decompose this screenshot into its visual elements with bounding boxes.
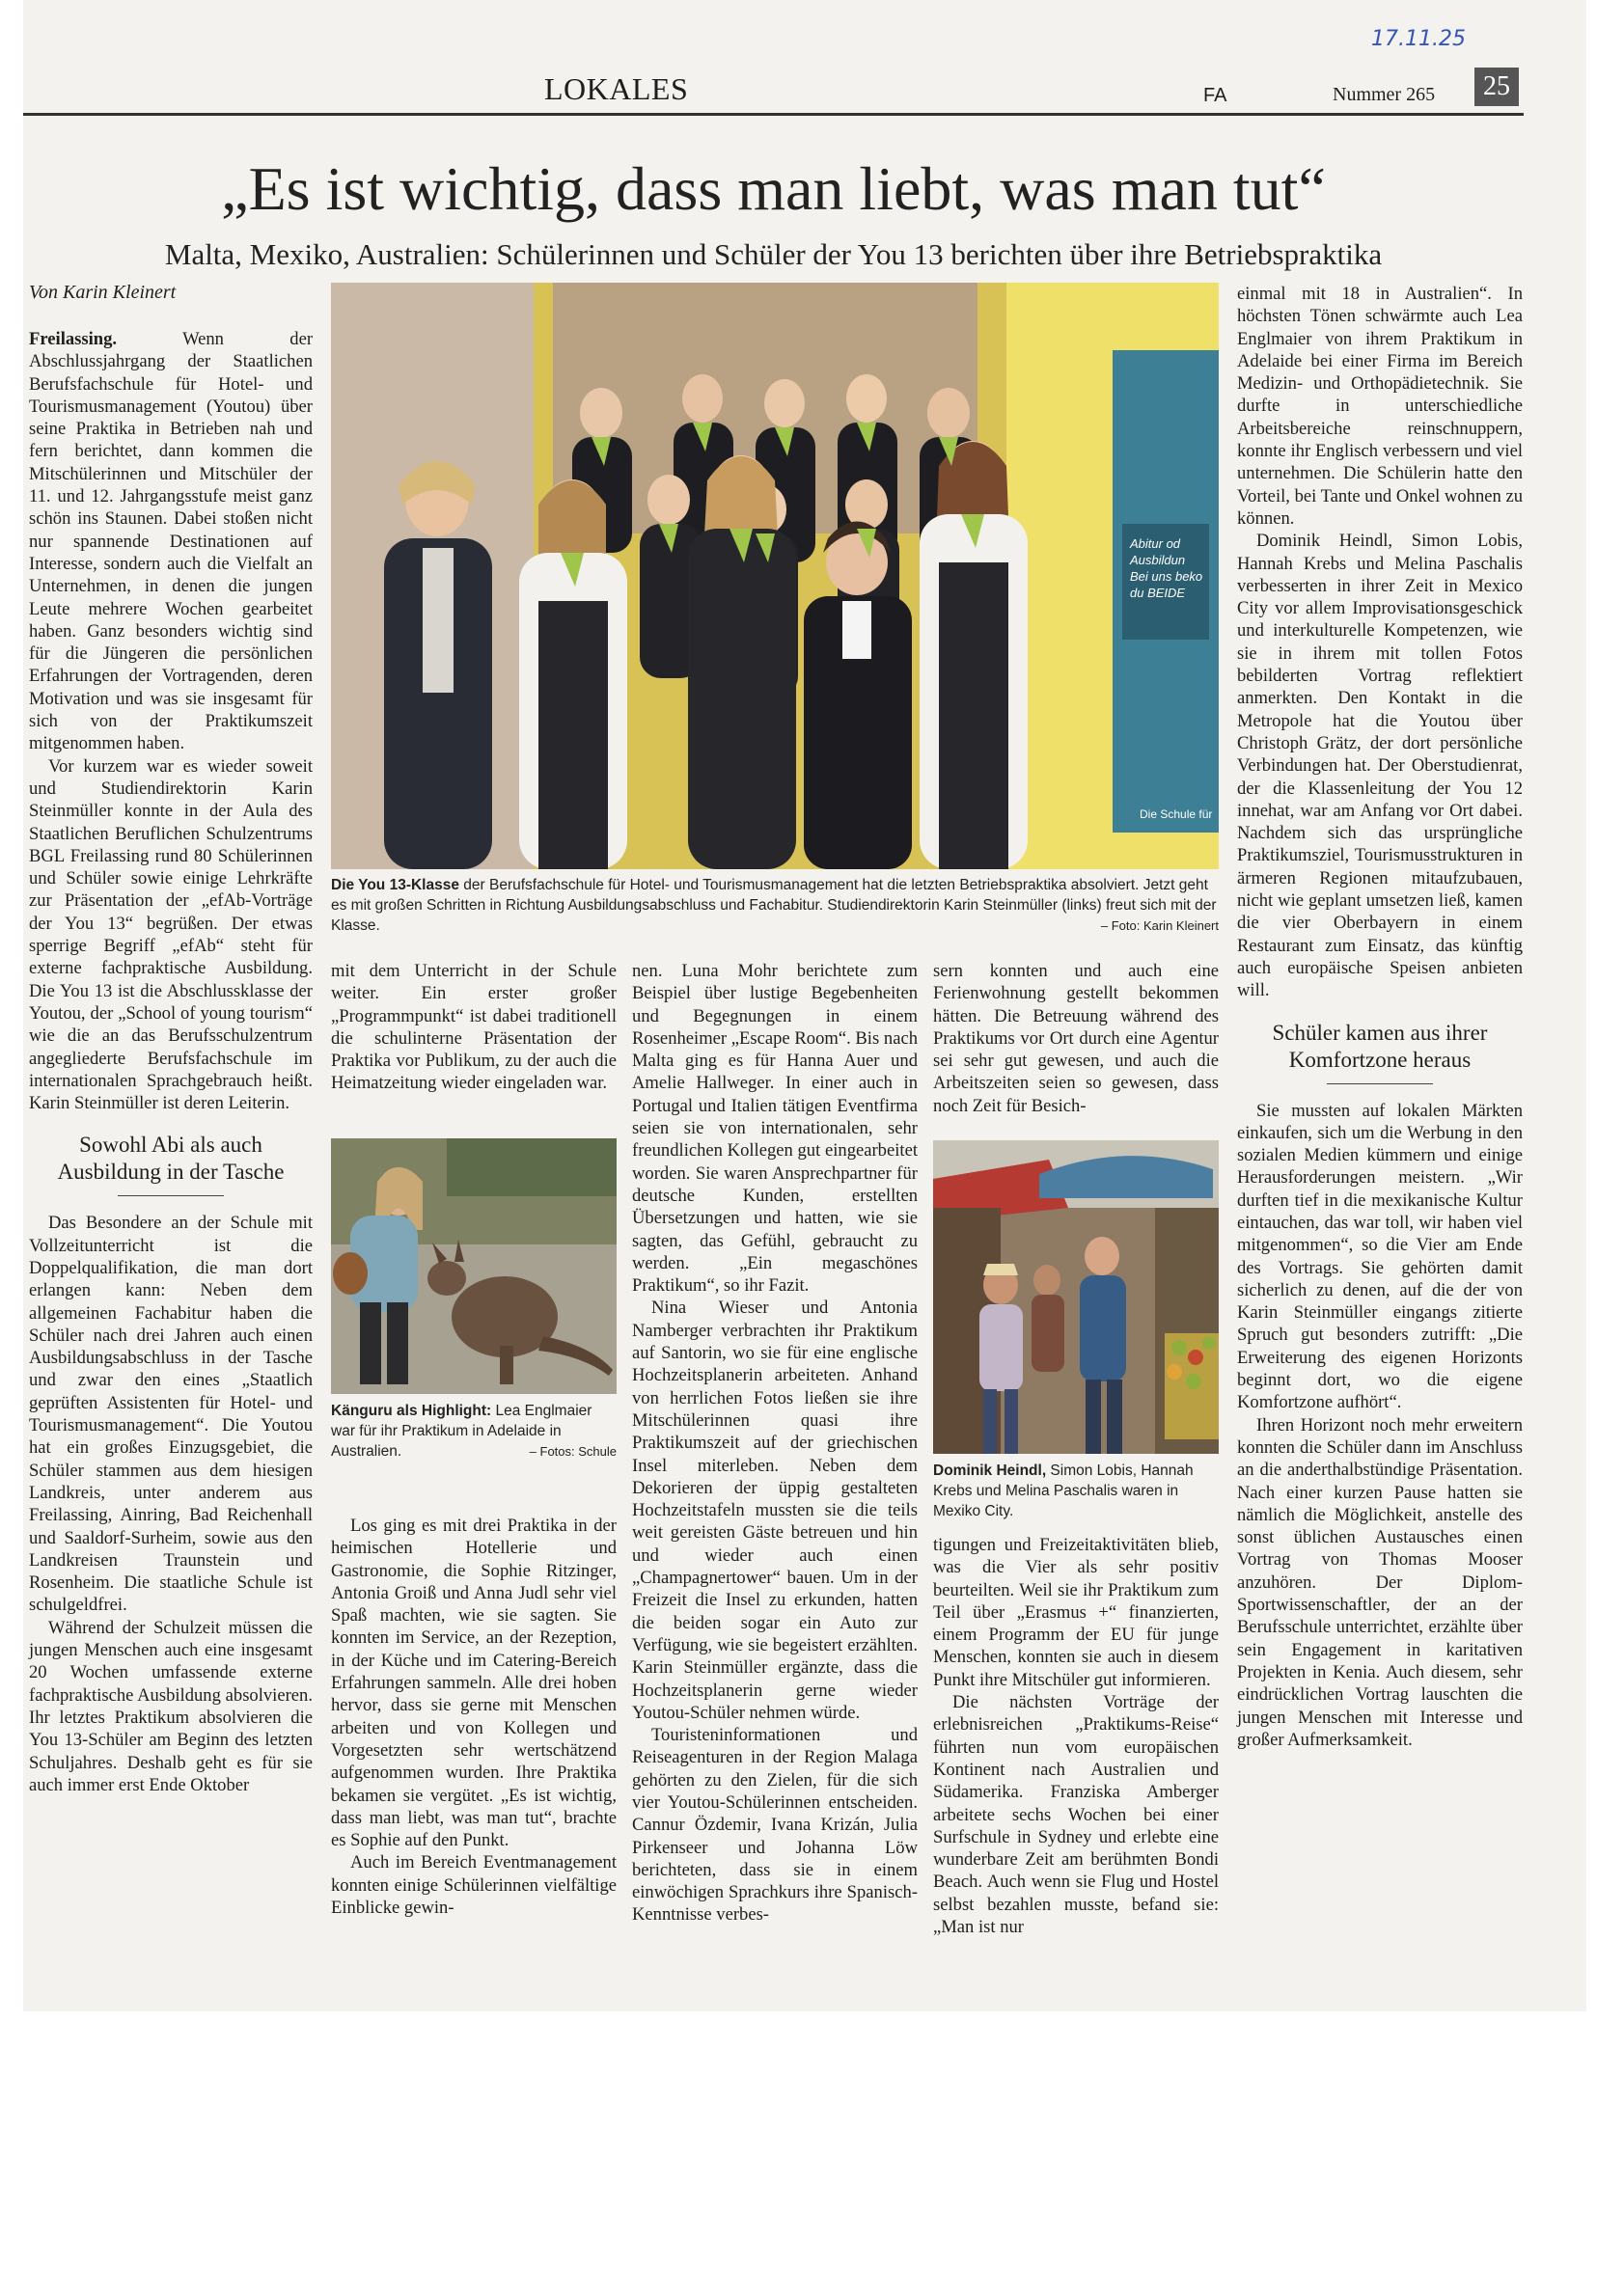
photo-credit: – Fotos: Schule (529, 1444, 617, 1459)
subheading-text: Schüler kamen aus ihrer Komfortzone heraus (1272, 1020, 1488, 1072)
subheading (29, 1132, 313, 1196)
paragraph: Vor kurzem war es wieder soweit und Studiendirektorin Karin Steinmüller konnte in der Aula des Staatlichen Beruflichen Schulzentrums BGL Freilassing rund 80 Schülerinnen und Schüler sowie einige Lehrkräfte zur Präsentation der „efAb-Vorträge der You 13“ begrüßen. Der etwas sperrige Begriff „efAb“ steht für externe fachpraktische Ausbildung. Die You 13 ist die Abschlussklasse der Youtou, der „School of young tourism“ wie die an das Berufsschulzentrum angegliederte Berufsfachschule im internationalen Sprachgebrauch heißt. Karin Steinmüller ist deren Leiterin. (29, 755, 313, 1114)
caption-text: Lea Englmaier war für ihr Praktikum in Adelaide in Australien. (331, 1403, 592, 1460)
dateline: Freilassing. (29, 329, 118, 349)
paragraph: nen. Luna Mohr berichtete zum Beispiel über lustige Begebenheiten und Begegnungen in einem Rosenheimer „Escape Room“. Bis nach Malta ging es für Hanna Auer und Amelie Hallweger. In einer auch in Portugal und Italien tätigen Eventfirma seien sie von internationalen, sehr freundlichen Kollegen gut eingearbeitet worden. Sie waren Ansprechpartner für deutsche Kunden, erstellten Übersetzungen und hatten, wie sie sagten, das Gefühl, gebraucht zu werden. „Ein megaschönes Praktikum“, so ihr Fazit. (632, 961, 918, 1297)
paragraph: Nina Wieser und Antonia Namberger verbrachten ihr Praktikum auf Santorin, wo sie für eine englische Hochzeitsplanerin arbeiteten. Anhand von herrlichen Fotos ließen sie ihre Mitschülerinnen quasi ihre Praktikumszeit auf der griechischen Insel miterleben. Neben dem Dekorieren der üppig gestalteten Hochzeitstafeln mussten sie die teils weit gereisten Gäste betreuen und hin und wieder auch einen „Champagnertower“ bauen. Um in der Freizeit die Insel zu erkunden, hatten die beiden sogar ein Auto zur Verfügung, wie sie begeistert erzählten. Karin Steinmüller ergänzte, dass die Hochzeitsplanerin gerne wieder Youtou-Schüler nehmen würde. (632, 1298, 918, 1723)
divider (118, 1195, 224, 1196)
kangaroo-photo (331, 1138, 617, 1394)
paragraph (29, 328, 313, 755)
column-4 (933, 960, 1219, 1117)
caption-lead: Die You 13-Klasse (331, 877, 459, 893)
class-group-photo (331, 283, 1219, 869)
kangaroo-photo-caption (331, 1401, 617, 1462)
column-4-continued (933, 1534, 1219, 1938)
market-illustration (933, 1140, 1219, 1454)
column-2-continued (331, 1515, 617, 1919)
main-photo-caption (331, 875, 1219, 936)
caption-text: Simon Lobis, Hannah Krebs und Melina Paschalis waren in Mexiko City. (933, 1462, 1194, 1519)
headline: „Es ist wichtig, dass man liebt, was man tut“ (221, 154, 1326, 223)
paragraph: mit dem Unterricht in der Schule weiter. Ein erster großer „Programmpunkt“ ist dabei traditionell die schulinterne Präsentation der Praktika vor Publikum, zu der auch die Heimatzeitung wieder eingeladen war. (331, 961, 617, 1094)
mexico-market-photo (933, 1140, 1219, 1454)
paragraph: Die nächsten Vorträge der erlebnisreichen „Praktikums-Reise“ führten nun vom europäischen Kontinent nach Australien und Südamerika. Franziska Amberger arbeitete sechs Wochen bei einer Surfschule in Sydney und erlebte eine wunderbare Zeit am berühmten Bondi Beach. Auch wenn sie Flug und Hostel selbst bezahlen musste, befand sie: „Man ist nur (933, 1692, 1219, 1938)
paragraph: einmal mit 18 in Australien“. In höchsten Tönen schwärmte auch Lea Englmaier von ihrem Praktikum in Adelaide bei einer Firma im Bereich Medizin- und Orthopädietechnik. Sie durfte in unterschiedliche Arbeitsbereiche reinschnuppern, konnte ihr Englisch verbessern und viel unternehmen. Die Schülerin hatte den Vorteil, bei Tante und Onkel wohnen zu können. (1237, 284, 1523, 529)
paragraph: Los ging es mit drei Praktika in der heimischen Hotellerie und Gastronomie, die Sophie Ritzinger, Antonia Groiß und Anna Judl sehr viel Spaß machten, wie sie sagten. Sie konnten im Service, an der Rezeption, in der Küche und im Catering-Bereich Erfahrungen sammeln. Alle drei hoben hervor, dass sie gerne mit Menschen arbeiten und von Kollegen und Vorgesetzten sehr wertschätzend aufgenommen wurden. Ihre Praktika bekamen sie vergütet. „Es ist wichtig, dass man liebt, was man tut“, brachte es Sophie auf den Punkt. (331, 1516, 617, 1851)
section-title: LOKALES (544, 71, 689, 106)
paragraph: Dominik Heindl, Simon Lobis, Hannah Krebs und Melina Paschalis verbesserten in ihrer Zeit in Mexico City vor allem Improvisationsgeschick und interkulturelle Kompetenzen, wie sie in ihrem mit tollen Fotos bebilderten Vortrag reflektiert anmerkten. Den Kontakt in die Metropole hat die Youtou über Christoph Grätz, der dort persönliche Verbindungen hat. Der Oberstudienrat, der die Klassenleitung der You 12 innehat, war am Anfang vor Ort dabei. Nachdem sich das ursprüngliche Praktikumsziel, Tourismusstrukturen in ärmeren Regionen mitaufzubauen, nicht wie geplant umsetzen ließ, kamen die vier Oberbayern in einem Restaurant zum Einsatz, das künftig auch europäische Speisen anbieten will. (1237, 531, 1523, 1001)
paper-abbreviation: FA (1203, 85, 1227, 106)
subheadline: Malta, Mexiko, Australien: Schülerinnen und Schüler der You 13 berichten über ihre Betriebspraktika (164, 237, 1383, 271)
divider (1327, 1083, 1433, 1084)
page-header (23, 71, 1524, 116)
caption-text: der Berufsfachschule für Hotel- und Tourismusmanagement hat die letzten Betriebspraktika absolviert. Jetzt geht es mit großen Schritten in Richtung Ausbildungsabschluss und Fachabitur. Studiendirektorin Karin Steinmüller (links) freut sich mit der Klasse. (331, 877, 1217, 934)
paragraph: Sie mussten auf lokalen Märkten einkaufen, sich um die Werbung in den sozialen Medien kümmern und einige Herausforderungen meistern. „Wir durften tief in die mexikanische Kultur eintauchen, das war toll, wir haben viel mitgenommen“, so die Vier am Ende des Vortrags. Sie gehörten damit sicherlich zu denen, auf die der von Karin Steinmüller eingangs zitierte Spruch gut besonders zutrifft: „Die Erweiterung des eigenen Horizonts beginnt dort, wo die eigene Komfortzone aufhört“. (1237, 1100, 1523, 1413)
page-number-badge: 25 (1474, 68, 1519, 106)
caption-lead: Känguru als Highlight: (331, 1403, 492, 1419)
paragraph: sern konnten und auch eine Ferienwohnung gestellt bekommen hätten. Die Betreuung während des Praktikums vor Ort durch eine Agentur sei sehr gut gewesen, und auch die Arbeitszeiten seien so gewesen, dass noch Zeit für Besich- (933, 961, 1219, 1116)
column-5 (1237, 283, 1523, 1751)
paragraph: Ihren Horizont noch mehr erweitern konnten die Schüler dann im Anschluss an die anderthalbstündige Präsentation. Nach einer kurzen Pause hatten sie nämlich die Möglichkeit, anstelle des sonst üblichen Austausches einen Vortrag von Thomas Mooser anzuhören. Der Diplom-Sportwissenschaftler, der an der Berufsschule unterrichtet, erzählte über sein Engagement in karitativen Projekten in Kenia. Auch diesem, sehr eindrücklichen Vortrag lauschten die jungen Menschen mit Interesse und großer Aufmerksamkeit. (1237, 1414, 1523, 1750)
class-photo-illustration (331, 283, 1219, 869)
paragraph: Während der Schulzeit müssen die jungen Menschen auch eine insgesamt 20 Wochen umfassende externe fachpraktische Ausbildung absolvieren. Ihr letztes Praktikum absolvieren die You 13-Schüler am Beginn des letzten Schuljahres. Deshalb geht es für sie auch immer erst Ende Oktober (29, 1617, 313, 1795)
paragraph: tigungen und Freizeitaktivitäten blieb, was die Vier als sehr positiv beurteilten. Weil sie ihr Praktikum zum Teil über „Erasmus +“ finanzierten, einem Programm der EU für junge Menschen, konnten sie auch in diesem Punkt ihre Mitschüler gut informieren. (933, 1535, 1219, 1690)
paragraph: Touristeninformationen und Reiseagenturen in der Region Malaga gehörten zu den Zielen, für die sich vier Youtou-Schülerinnen entscheiden. Cannur Özdemir, Ivana Krizán, Julia Pirkenseer und Johanna Löw berichteten, dass sie in einem einwöchigen Sprachkurs ihre Spanisch-Kenntnisse verbes- (632, 1725, 918, 1926)
column-1 (29, 328, 313, 1796)
banner-footer: Die Schule für (1140, 807, 1213, 821)
caption-lead: Dominik Heindl, (933, 1462, 1047, 1479)
issue-number: Nummer 265 (1333, 84, 1436, 105)
subheading-text: Sowohl Abi als auch Ausbildung in der Tasche (57, 1133, 285, 1185)
byline: Von Karin Kleinert (29, 282, 177, 303)
kangaroo-illustration (331, 1138, 617, 1394)
paragraph-text: Wenn der Abschlussjahrgang der Staatlichen Berufsfachschule für Hotel- und Tourismusmanagement (Youtou) über seine Praktika in Betrieben nah und fern berichtet, dann kommen die Mitschülerinnen und Mitschüler der 11. und 12. Jahrgangsstufe meist ganz schön ins Staunen. Dabei stoßen nicht nur spannende Destinationen auf Interesse, sondern auch die Vielfalt an Unternehmen, in denen die jungen Leute mehrere Wochen gearbeitet haben. Ganz besonders wichtig sind für die Jüngeren die persönlichen Erfahrungen der Vortragenden, deren Motivation und was sie insgesamt für sich von der Praktikumszeit mitgenommen haben. (29, 329, 314, 754)
paragraph: Das Besondere an der Schule mit Vollzeitunterricht ist die Doppelqualifikation, die man dort erlangen kann: Neben dem allgemeinen Fachabitur haben die Schüler nach drei Jahren auch einen Ausbildungsabschluss in der Tasche und zwar den eines „Staatlich geprüften Assistenten für Hotel- und Tourismusmanagement“. Die Youtou hat ein großes Einzugsgebiet, die Schüler stammen aus dem hiesigen Landkreis, unter anderem aus Freilassing, Ainring, Bad Reichenhall und Saaldorf-Surheim, sowie aus den Landkreisen Traunstein und Rosenheim. Die staatliche Schule ist schulgeldfrei. (29, 1213, 313, 1616)
column-3 (632, 960, 918, 1927)
handwritten-date: 17.11.25 (1371, 27, 1466, 51)
column-2 (331, 960, 617, 1095)
photo-credit: – Foto: Karin Kleinert (1100, 918, 1219, 933)
paragraph: Auch im Bereich Eventmanagement konnten einige Schülerinnen vielfältige Einblicke gewin- (331, 1852, 617, 1919)
subheading (1237, 1020, 1523, 1084)
mexico-photo-caption (933, 1461, 1219, 1521)
banner-text: Abitur od Ausbildun Bei uns beko du BEIDE (1130, 536, 1203, 600)
